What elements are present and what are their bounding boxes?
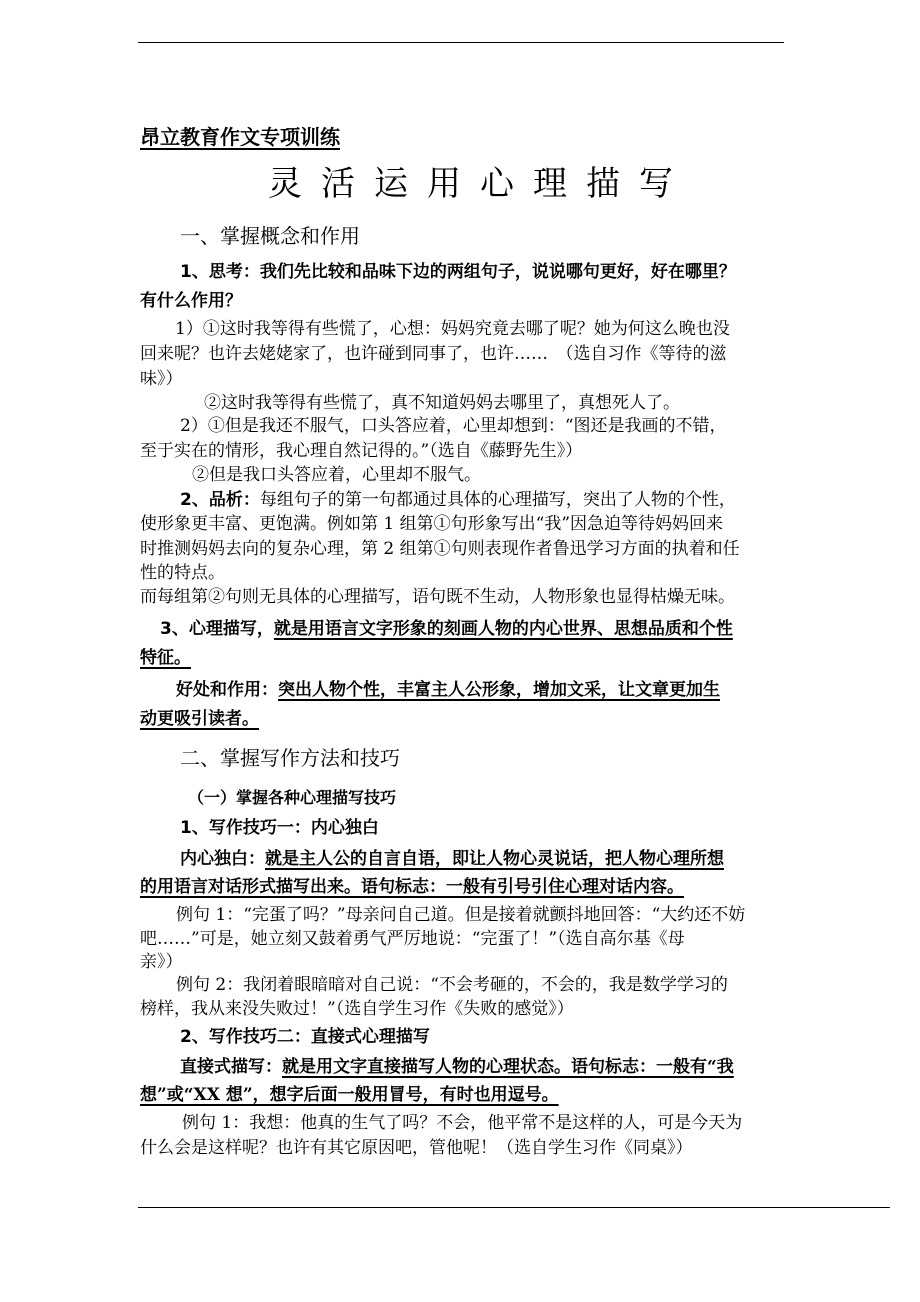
sub1-heading: （一）掌握各种心理描写技巧 [188,788,397,807]
q1-lead: 1、思考： [180,262,260,282]
tech1-def-text: 就是主人公的自言自语，即让人物心灵说话，把人物心理所想 [265,849,724,869]
tech2-heading: 2、写作技巧二：直接式心理描写 [180,1027,430,1047]
tech2-def-text: 就是用文字直接描写人物的心理状态。语句标志：一般有“我 [282,1057,734,1077]
tech2-def-line2: 想”或“XX 想”，想字后面一般用冒号，有时也用逗号。 [140,1085,559,1105]
tech1-ex1-line3: 亲》） [140,952,183,972]
analysis-line3: 时推测妈妈去向的复杂心理，第 2 组第①句则表现作者鲁迅学习方面的执着和任 [140,539,740,559]
q1-line2: 有什么作用？ [140,291,242,311]
tech2-def-line1 [180,1056,734,1078]
tech1-ex1-line2: 吧……”可是，她立刻又鼓着勇气严厉地说：“完蛋了！”（选自高尔基《母 [140,929,685,949]
g2-b: ②但是我口头答应着，心里却不服气。 [192,465,481,485]
definition-line1 [160,618,733,640]
tech2-def-lead: 直接式描写： [180,1057,282,1077]
brand-title: 昂立教育作文专项训练 [140,125,340,149]
benefit-line1 [176,679,720,701]
analysis-line5: 而每组第②句则无具体的心理描写，语句既不生动，人物形象也显得枯燥无味。 [140,587,735,607]
g2-a-line2: 至于实在的情形，我心理自然记得的。”（选自《藤野先生》） [140,441,583,461]
analysis-text: 每组句子的第一句都通过具体的心理描写，突出了人物的个性， [259,490,736,510]
g1-b: ②这时我等得有些慌了，真不知道妈妈去哪里了，真想死人了。 [204,393,680,413]
top-rule [138,42,784,43]
tech1-def-line2: 的用语言对话形式描写出来。语句标志：一般有引号引住心理对话内容。 [140,877,684,897]
tech1-def-line1 [180,848,724,870]
tech1-heading: 1、写作技巧一：内心独白 [180,818,379,838]
g1-a-line2: 回来呢？也许去姥姥家了，也许碰到同事了，也许…… （选自习作《等待的滋 [140,344,727,364]
tech2-ex1-line2: 什么会是这样呢？也许有其它原因吧，管他呢！（选自学生习作《同桌》） [140,1138,693,1158]
definition-text: 就是用语言文字形象的刻画人物的内心世界、思想品质和个性 [273,619,733,639]
tech1-ex2-line1: 例句 2：我闭着眼暗暗对自己说：“不会考砸的，不会的，我是数学学习的 [176,975,728,995]
analysis-line2: 使形象更丰富、更饱满。例如第 1 组第①句形象写出“我”因急迫等待妈妈回来 [140,514,724,534]
analysis-lead: 2、品析： [180,490,260,510]
g1-a-line1: 1）①这时我等得有些慌了，心想：妈妈究竟去哪了呢？她为何这么晚也没 [175,319,730,339]
section1-heading: 一、掌握概念和作用 [180,224,360,248]
page-title: 灵活运用心理描写 [268,164,692,204]
q1-line1 [180,261,736,283]
tech1-ex1-line1: 例句 1：“完蛋了吗？”母亲问自己道。但是接着就颤抖地回答：“大约还不妨 [176,905,746,925]
tech1-ex2-line2: 榜样，我从来没失败过！”（选自学生习作《失败的感觉》） [140,999,574,1019]
tech2-ex1-line1: 例句 1：我想：他真的生气了吗？不会，他平常不是这样的人，可是今天为 [182,1113,743,1133]
benefit-text: 突出人物个性，丰富主人公形象，增加文采，让文章更加生 [278,680,720,700]
q1-text: 我们先比较和品味下边的两组句子，说说哪句更好，好在哪里？ [259,262,736,282]
benefit-line2: 动更吸引读者。 [140,709,259,729]
bottom-rule [138,1207,890,1208]
section2-heading: 二、掌握写作方法和技巧 [180,746,400,770]
g2-a-line1: 2）①但是我还不服气，口头答应着，心里却想到：“图还是我画的不错， [180,416,727,436]
definition-lead: 3、心理描写， [160,619,274,639]
analysis-line1 [180,489,736,511]
g1-a-line3: 味》） [140,369,183,389]
benefit-lead: 好处和作用： [176,680,278,700]
definition-line2: 特征。 [140,648,191,668]
analysis-line4: 性的特点。 [140,563,225,583]
tech1-def-lead: 内心独白： [180,849,265,869]
